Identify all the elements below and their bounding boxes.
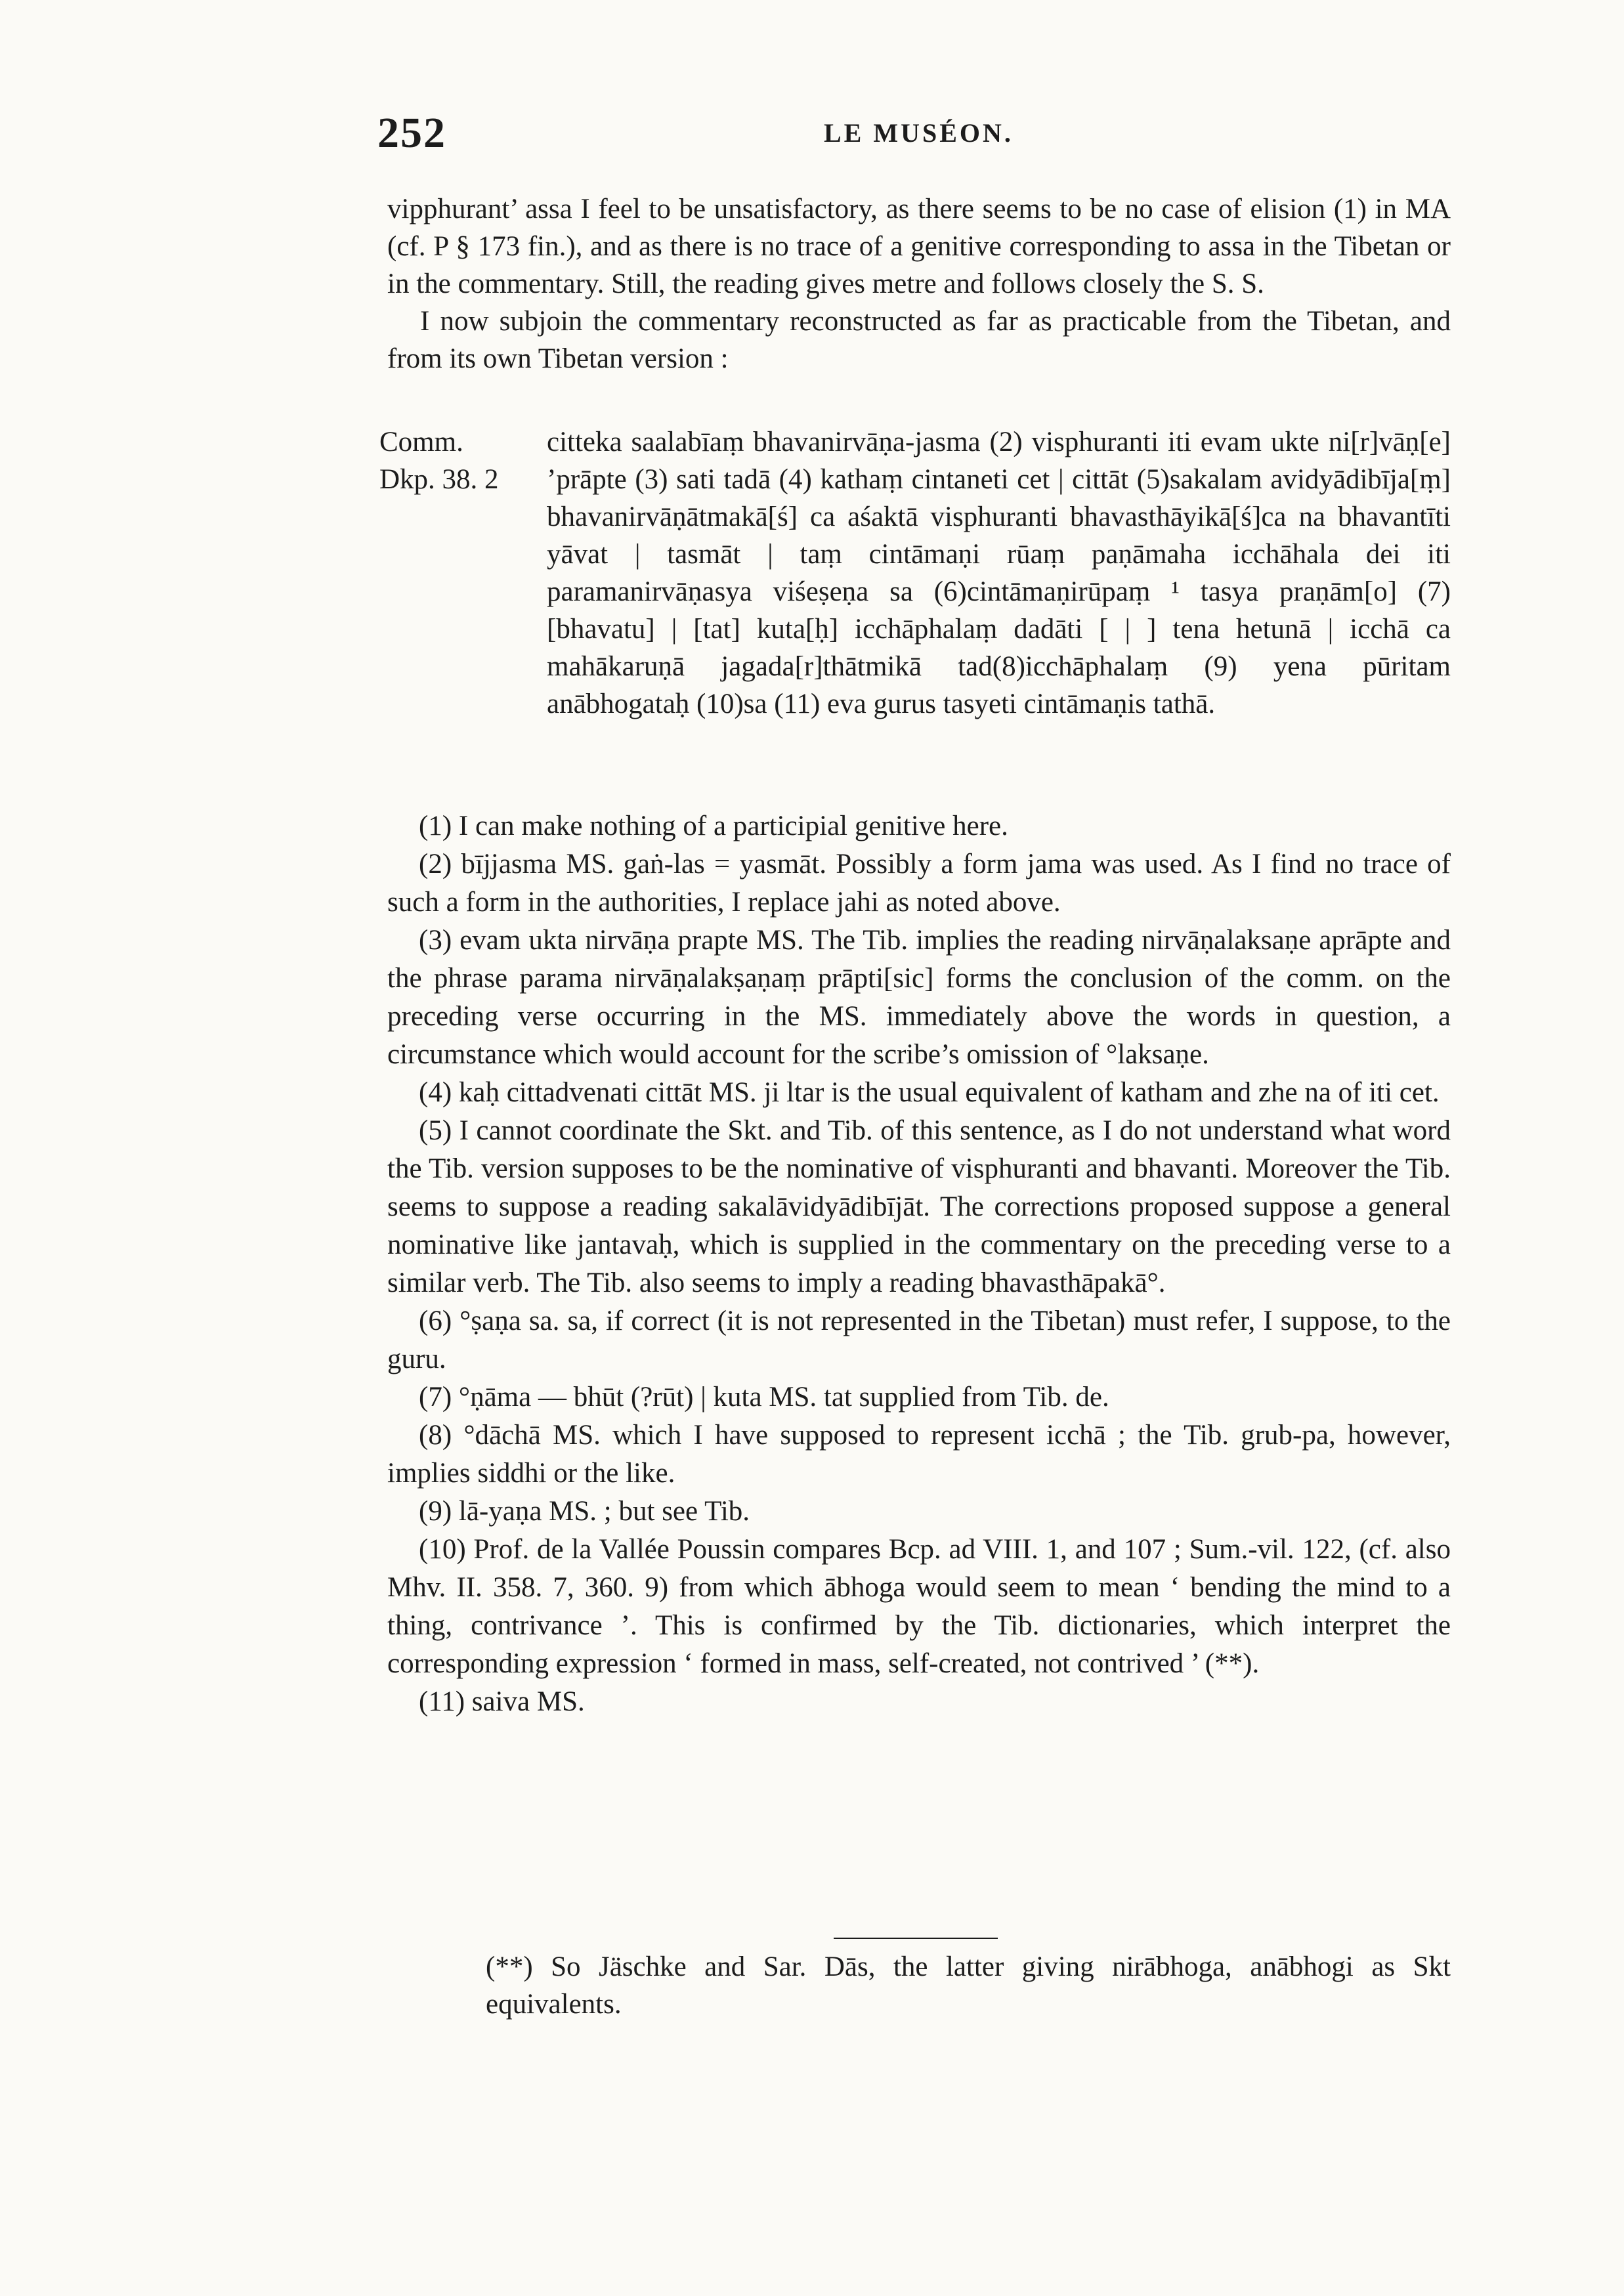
commentary-source-label: Dkp. 38. 2 <box>379 464 499 495</box>
note-8: (8) °dāchā MS. which I have supposed to represent icchā ; the Tib. grub-pa, however, implies siddhi or the like. <box>387 1420 1451 1489</box>
note-9: (9) lā-yaṇa MS. ; but see Tib. <box>419 1496 750 1527</box>
note-3: (3) evam ukta nirvāṇa prapte MS. The Tib. implies the reading nirvāṇalaksaṇe aprāpte and the phrase parama nirvāṇalakṣaṇaṃ prāpti[sic] forms the conclusion of the comm. on the preceding verse occurring in the MS. immediately above the words in question, a circumstance which would account for the scribe’s omission of °laksaṇe. <box>387 925 1451 1070</box>
note-10: (10) Prof. de la Vallée Poussin compares Bcp. ad VIII. 1, and 107 ; Sum.-vil. 122, (cf. also Mhv. II. 358. 7, 360. 9) from which ābhoga would seem to mean ‘ bending the mind to a thing, contrivance ’. This is confirmed by the Tib. dictionaries, which interpret the corresponding expression ‘ formed in mass, self-created, not contrived ’ (**). <box>387 1534 1451 1679</box>
note-5: (5) I cannot coordinate the Skt. and Tib. of this sentence, as I do not understand what word the Tib. version supposes to be the nominative of visphuranti and bhavanti. Moreover the Tib. seems to suppose a reading sakalāvidyādibījāt. The corrections proposed suppose a general nominative like jantavaḥ, which is supplied in the commentary on the preceding verse to a similar verb. The Tib. also seems to imply a reading bhavasthāpakā°. <box>387 1115 1451 1298</box>
note-2: (2) bījjasma MS. gaṅ-las = yasmāt. Possibly a form jama was used. As I find no trace of such a form in the authorities, I replace jahi as noted above. <box>387 849 1451 918</box>
footnote: (**) So Jäschke and Sar. Dās, the latter giving nirābhoga, anābhogi as Skt equivalents. <box>486 1951 1451 2020</box>
note-11: (11) saiva MS. <box>419 1686 585 1717</box>
page-header <box>377 108 1454 161</box>
commentary-labels <box>379 423 537 498</box>
commentary-text: citteka saalabīaṃ bhavanirvāṇa-jasma (2) visphuranti iti evam ukte ni[r]vāṇ[e] ’prāpte (3) sati tadā (4) kathaṃ cintaneti cet | cittāt (5)sakalam avidyādibīja[ṃ] bhavanirvāṇātmakā[ś] ca aśaktā visphuranti bhavasthāyikā[ś]ca na bhavantīti yāvat | tasmāt | taṃ cintāmaṇi rūaṃ paṇāmaha icchāhala dei iti paramanirvāṇasya viśeṣeṇa sa (6)cintāmaṇirūpaṃ ¹ tasya praṇām[o] (7) [bhavatu] | [tat] kuta[ḥ] icchāphalaṃ dadāti [ | ] tena hetunā | icchā ca mahākaruṇā jagada[r]thātmikā tad(8)icchāphalaṃ (9) yena pūritam anābhogataḥ (10)sa (11) eva gurus tasyeti cintāmaṇis tathā. <box>547 427 1451 719</box>
page-number: 252 <box>377 109 446 157</box>
commentary-label: Comm. <box>379 427 463 457</box>
note-6: (6) °ṣaṇa sa. sa, if correct (it is not represented in the Tibetan) must refer, I suppose, to the guru. <box>387 1306 1451 1374</box>
intro-paragraph-1: vipphurant’ assa I feel to be unsatisfactory, as there seems to be no case of elision (1) in MA (cf. P § 173 fin.), and as there is no trace of a genitive corresponding to assa in the Tibetan or in the commentary. Still, the reading gives metre and follows closely the S. S. <box>387 194 1451 299</box>
footnote-divider <box>834 1938 998 1939</box>
intro-paragraph-2: I now subjoin the commentary reconstructed as far as practicable from the Tibetan, and from its own Tibetan version : <box>387 306 1451 374</box>
running-title: LE MUSÉON. <box>824 118 1014 148</box>
note-7: (7) °ṇāma — bhūt (?rūt) | kuta MS. tat supplied from Tib. de. <box>419 1382 1109 1413</box>
intro-section <box>387 190 1451 377</box>
note-1: (1) I can make nothing of a participial genitive here. <box>419 811 1008 841</box>
note-4: (4) kaḥ cittadvenati cittāt MS. ji ltar is the usual equivalent of katham and zhe na of iti cet. <box>419 1077 1440 1108</box>
notes-section <box>387 807 1451 1721</box>
